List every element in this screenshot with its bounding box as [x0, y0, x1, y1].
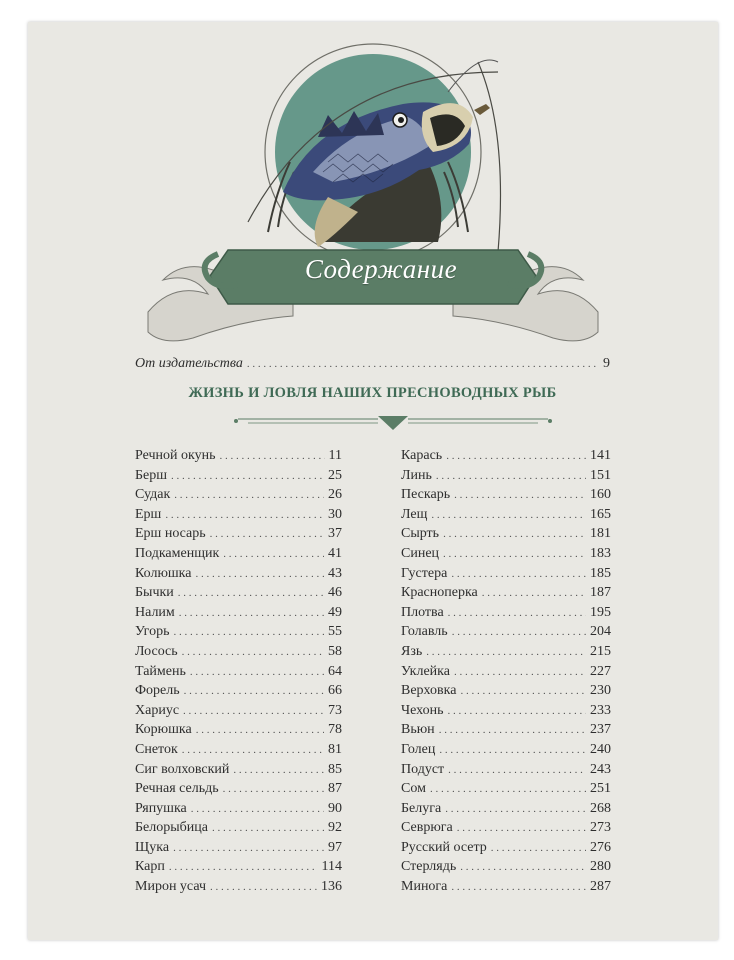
toc-entry-page: 240 [590, 741, 611, 757]
leader-dots [182, 741, 324, 761]
toc-entry-label: Карп [135, 859, 165, 875]
toc-entry-label: Речная сельдь [135, 781, 219, 797]
toc-entry[interactable] [401, 446, 611, 466]
toc-entry[interactable] [401, 642, 611, 662]
toc-entry[interactable] [401, 622, 611, 642]
toc-entry-page: 141 [590, 448, 611, 463]
toc-entry-label: Щука [135, 839, 170, 855]
toc-entry-page: 233 [590, 702, 611, 718]
leader-dots [482, 584, 586, 604]
toc-entry-page: 287 [590, 879, 611, 895]
toc-entry-label: Минога [401, 879, 448, 895]
leader-dots [169, 858, 318, 878]
toc-entry-label: Лосось [135, 643, 178, 659]
toc-entry-page: 187 [590, 585, 611, 601]
toc-entry[interactable] [401, 720, 611, 740]
leader-dots [454, 486, 586, 506]
leader-dots [191, 800, 324, 820]
toc-entry-page: 66 [328, 683, 342, 699]
toc-entry-page: 273 [590, 820, 611, 836]
toc-entry[interactable] [401, 818, 611, 838]
book-page [28, 22, 718, 940]
toc-entry-page: 11 [328, 448, 342, 463]
leader-dots [451, 878, 586, 898]
toc-entry[interactable] [135, 662, 342, 682]
leader-dots [196, 565, 325, 585]
toc-entry[interactable] [135, 524, 342, 544]
toc-entry[interactable] [135, 603, 342, 623]
toc-entry-label: Сиг волховский [135, 761, 230, 777]
toc-entry-page: 87 [328, 781, 342, 797]
toc-entry-page: 280 [590, 859, 611, 875]
leader-dots [436, 467, 586, 487]
toc-entry[interactable] [401, 877, 611, 897]
toc-entry-label: Красноперка [401, 585, 478, 601]
toc-entry[interactable] [135, 544, 342, 564]
leader-dots [454, 663, 586, 683]
toc-entry-page: 46 [328, 585, 342, 601]
toc-entry-label: Таймень [135, 663, 186, 679]
toc-entry-label: Ерш носарь [135, 526, 206, 542]
leader-dots [443, 525, 586, 545]
toc-entry-label: Плотва [401, 604, 444, 620]
toc-entry-label: Сом [401, 781, 426, 797]
toc-entry[interactable] [401, 857, 611, 877]
toc-entry[interactable] [401, 681, 611, 701]
leader-dots [223, 545, 324, 565]
toc-entry-label: Голавль [401, 624, 448, 640]
toc-entry-label: Налим [135, 604, 175, 620]
leader-dots [431, 506, 586, 526]
toc-entry-label: Белорыбица [135, 820, 208, 836]
toc-entry[interactable] [135, 583, 342, 603]
toc-entry-label: Судак [135, 487, 171, 503]
toc-entry-page: 230 [590, 683, 611, 699]
toc-entry[interactable] [135, 760, 342, 780]
toc-entry-page: 90 [328, 800, 342, 816]
toc-entry[interactable] [135, 564, 342, 584]
toc-entry-page: 227 [590, 663, 611, 679]
toc-entry-label: Хариус [135, 702, 180, 718]
toc-entry[interactable] [135, 877, 342, 897]
leader-dots [165, 506, 324, 526]
toc-entry-page: 181 [590, 526, 611, 542]
toc-entry-page: 114 [321, 859, 342, 875]
toc-entry-label: Сырть [401, 526, 440, 542]
toc-column-right [401, 446, 611, 897]
leader-dots [491, 839, 586, 859]
toc-entry-page: 136 [321, 879, 342, 895]
toc-entry[interactable] [401, 544, 611, 564]
toc-entry[interactable] [135, 485, 342, 505]
toc-column-left [135, 446, 342, 897]
toc-entry[interactable] [401, 466, 611, 486]
toc-entry[interactable] [135, 720, 342, 740]
toc-entry-label: Подкаменщик [135, 545, 220, 561]
toc-entry-label: Ерш [135, 506, 162, 522]
leader-dots [447, 702, 586, 722]
toc-entry[interactable] [135, 681, 342, 701]
toc-entry-page: 276 [590, 839, 611, 855]
leader-dots [457, 819, 586, 839]
toc-entry-page: 151 [590, 467, 611, 483]
leader-dots [445, 800, 586, 820]
toc-entry-page: 78 [328, 722, 342, 738]
leader-dots [183, 702, 324, 722]
leader-dots [210, 878, 317, 898]
toc-entry-page: 49 [328, 604, 342, 620]
toc-entry-page: 30 [328, 506, 342, 522]
toc-entry[interactable] [135, 838, 342, 858]
toc-entry[interactable] [135, 622, 342, 642]
toc-entry[interactable] [135, 466, 342, 486]
toc-entry-label: Карась [401, 448, 443, 463]
toc-entry-label: Берш [135, 467, 168, 483]
toc-entry-label: Стерлядь [401, 859, 457, 875]
toc-entry[interactable] [401, 485, 611, 505]
leader-dots [426, 643, 586, 663]
leader-dots [173, 623, 324, 643]
page-title: Содержание [304, 254, 458, 284]
toc-entry-label: Синец [401, 545, 440, 561]
leader-dots [182, 643, 324, 663]
leader-dots [448, 761, 586, 781]
toc-entry-label: Чехонь [401, 702, 444, 718]
leader-dots [184, 682, 324, 702]
toc-entry[interactable] [401, 701, 611, 721]
toc-entry[interactable] [401, 603, 611, 623]
toc-entry[interactable] [135, 818, 342, 838]
toc-entry[interactable] [135, 799, 342, 819]
leader-dots [196, 721, 324, 741]
leader-dots [233, 761, 324, 781]
toc-entry-page: 43 [328, 565, 342, 581]
toc-entry[interactable] [401, 564, 611, 584]
leader-dots [460, 858, 586, 878]
section-title: ЖИЗНЬ И ЛОВЛЯ НАШИХ ПРЕСНОВОДНЫХ РЫБ [188, 385, 557, 401]
leader-dots [212, 819, 324, 839]
toc-entry-page: 41 [328, 545, 342, 561]
leader-dots [439, 721, 586, 741]
toc-entry-label: Линь [401, 467, 432, 483]
toc-entry[interactable] [401, 524, 611, 544]
toc-entry-page: 73 [328, 702, 342, 718]
toc-entry-page: 25 [328, 467, 342, 483]
toc-entry-label: Подуст [401, 761, 445, 777]
toc-entry-page: 237 [590, 722, 611, 738]
leader-dots [439, 741, 586, 761]
toc-entry-intro[interactable] [135, 354, 610, 374]
leader-dots [460, 682, 586, 702]
toc-entry-page: 204 [590, 624, 611, 640]
toc-entry-page: 165 [590, 506, 611, 522]
toc-entry-label: Вьюн [401, 722, 435, 738]
leader-dots [223, 780, 324, 800]
leader-dots [190, 663, 324, 683]
toc-entry[interactable] [401, 760, 611, 780]
leader-dots [443, 545, 586, 565]
toc-entry-label: Голец [401, 741, 436, 757]
toc-entry[interactable] [135, 642, 342, 662]
leader-dots [452, 623, 586, 643]
leader-dots [451, 565, 586, 585]
toc-entry[interactable] [135, 857, 342, 877]
toc-entry-page: 251 [590, 781, 611, 797]
toc-entry-label: Форель [135, 683, 180, 699]
toc-entry-page: 55 [328, 624, 342, 640]
toc-entry-page: 183 [590, 545, 611, 561]
leader-dots [446, 447, 586, 467]
toc-entry-label: Мирон усач [135, 879, 207, 895]
toc-entry-page: 85 [328, 761, 342, 777]
toc-entry[interactable] [401, 740, 611, 760]
leader-dots [430, 780, 586, 800]
toc-entry[interactable] [135, 701, 342, 721]
toc-entry-page: 268 [590, 800, 611, 816]
toc-entry-page: 9 [603, 356, 610, 371]
toc-entry[interactable] [401, 505, 611, 525]
leader-dots [247, 355, 599, 375]
toc-entry-page: 37 [328, 526, 342, 542]
fish-with-fishing-rod-icon [28, 22, 718, 342]
toc-entry-label: Бычки [135, 585, 174, 601]
toc-entry[interactable] [135, 779, 342, 799]
leader-dots [210, 525, 324, 545]
leader-dots [174, 486, 324, 506]
toc-entry[interactable] [401, 779, 611, 799]
toc-entry-page: 58 [328, 643, 342, 659]
toc-entry-label: Колюшка [135, 565, 192, 581]
toc-entry-page: 81 [328, 741, 342, 757]
leader-dots [173, 839, 324, 859]
toc-entry[interactable] [135, 505, 342, 525]
leader-dots [178, 584, 324, 604]
toc-entry-page: 97 [328, 839, 342, 855]
toc-entry[interactable] [135, 740, 342, 760]
toc-entry-label: Корюшка [135, 722, 192, 738]
toc-entry-label: Густера [401, 565, 448, 581]
toc-entry-label: Угорь [135, 624, 170, 640]
toc-entry-label: Уклейка [401, 663, 450, 679]
toc-entry-label: Севрюга [401, 820, 453, 836]
toc-entry-page: 64 [328, 663, 342, 679]
toc-entry-label: Лещ [401, 506, 428, 522]
toc-entry-page: 215 [590, 643, 611, 659]
toc-entry-label: Верховка [401, 683, 457, 699]
toc-entry-label: Белуга [401, 800, 442, 816]
toc-entry[interactable] [135, 446, 342, 466]
toc-entry-page: 26 [328, 487, 342, 503]
toc-entry-label: Русский осетр [401, 839, 487, 855]
toc-entry-label: Пескарь [401, 487, 451, 503]
toc-entry-label: Язь [401, 643, 423, 659]
leader-dots [179, 604, 324, 624]
toc-entry-page: 243 [590, 761, 611, 777]
divider-ornament-icon [228, 412, 558, 432]
toc-entry[interactable] [401, 583, 611, 603]
leader-dots [171, 467, 324, 487]
toc-entry-page: 185 [590, 565, 611, 581]
toc-entry[interactable] [401, 662, 611, 682]
toc-entry-page: 195 [590, 604, 611, 620]
toc-entry-page: 92 [328, 820, 342, 836]
leader-dots [219, 447, 324, 467]
toc-entry-label: От издательства [135, 356, 243, 371]
leader-dots [448, 604, 586, 624]
toc-entry-label: Снеток [135, 741, 178, 757]
toc-entry[interactable] [401, 838, 611, 858]
toc-entry-page: 160 [590, 487, 611, 503]
toc-entry-label: Речной окунь [135, 448, 216, 463]
toc-entry[interactable] [401, 799, 611, 819]
toc-entry-label: Ряпушка [135, 800, 187, 816]
